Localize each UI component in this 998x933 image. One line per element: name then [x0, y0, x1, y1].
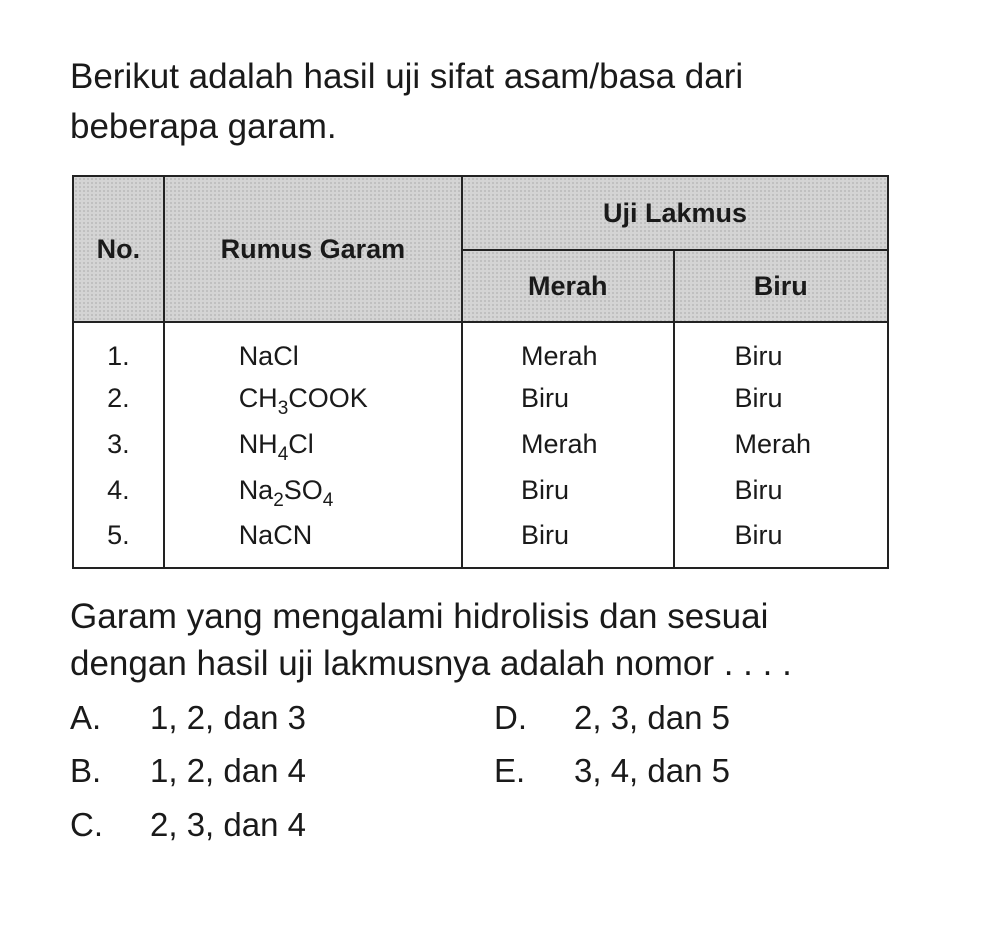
red-litmus-result: Biru	[462, 467, 673, 513]
red-litmus-result: Biru	[462, 375, 673, 421]
header-merah: Merah	[462, 250, 673, 322]
option-a[interactable]	[70, 698, 306, 738]
formula-subscript: 3	[277, 397, 289, 419]
table-row	[73, 375, 888, 421]
blue-litmus-result: Biru	[674, 513, 889, 568]
blue-litmus-result: Merah	[674, 421, 889, 467]
option-text: 1, 2, dan 4	[150, 752, 306, 789]
option-letter: B.	[70, 752, 102, 789]
blue-litmus-result: Biru	[674, 467, 889, 513]
salt-formula	[164, 513, 462, 568]
option-text: 1, 2, dan 3	[150, 699, 306, 736]
intro-text	[70, 52, 900, 152]
option-letter: A.	[70, 699, 102, 736]
formula-part: CH	[238, 382, 278, 413]
salt-formula	[164, 322, 462, 375]
header-uji-lakmus: Uji Lakmus	[462, 176, 888, 250]
formula-part: COOK	[288, 382, 368, 413]
salt-formula	[164, 375, 462, 421]
intro-line-2: beberapa garam.	[70, 107, 337, 146]
option-b[interactable]	[70, 751, 306, 791]
salt-formula	[164, 421, 462, 467]
formula-part: NaCl	[238, 340, 299, 371]
option-d[interactable]	[494, 698, 730, 738]
table-body	[73, 322, 888, 568]
header-no: No.	[73, 176, 164, 322]
header-biru: Biru	[674, 250, 889, 322]
option-letter: E.	[494, 752, 526, 789]
blue-litmus-result: Biru	[674, 375, 889, 421]
row-number: 2.	[73, 375, 164, 421]
formula-subscript: 4	[277, 443, 289, 465]
row-number: 3.	[73, 421, 164, 467]
red-litmus-result: Merah	[462, 322, 673, 375]
table-row	[73, 513, 888, 568]
option-letter: D.	[494, 699, 527, 736]
intro-line-1: Berikut adalah hasil uji sifat asam/basa dari	[70, 57, 744, 96]
formula-part: Na	[238, 474, 274, 505]
row-number: 1.	[73, 322, 164, 375]
table-row	[73, 467, 888, 513]
option-c[interactable]	[70, 805, 306, 845]
option-text: 2, 3, dan 4	[150, 806, 306, 843]
red-litmus-result: Merah	[462, 421, 673, 467]
formula-part: NaCN	[238, 519, 313, 550]
salt-formula	[164, 467, 462, 513]
formula-subscript: 4	[322, 489, 334, 511]
option-e[interactable]	[494, 751, 730, 791]
formula-subscript: 2	[273, 489, 284, 511]
table-row	[73, 421, 888, 467]
option-letter: C.	[70, 806, 103, 843]
option-text: 2, 3, dan 5	[574, 699, 730, 736]
formula-part: NH	[238, 428, 278, 459]
row-number: 4.	[73, 467, 164, 513]
question-line-2: dengan hasil uji lakmusnya adalah nomor . . . .	[70, 644, 792, 683]
red-litmus-result: Biru	[462, 513, 673, 568]
blue-litmus-result: Biru	[674, 322, 889, 375]
question-line-1: Garam yang mengalami hidrolisis dan sesuai	[70, 597, 769, 636]
row-number: 5.	[73, 513, 164, 568]
table-row	[73, 322, 888, 375]
formula-part: Cl	[288, 428, 314, 459]
formula-part: SO	[283, 474, 323, 505]
question-text	[70, 593, 900, 687]
header-rumus-garam: Rumus Garam	[164, 176, 462, 322]
litmus-test-table	[72, 175, 889, 569]
option-text: 3, 4, dan 5	[574, 752, 730, 789]
